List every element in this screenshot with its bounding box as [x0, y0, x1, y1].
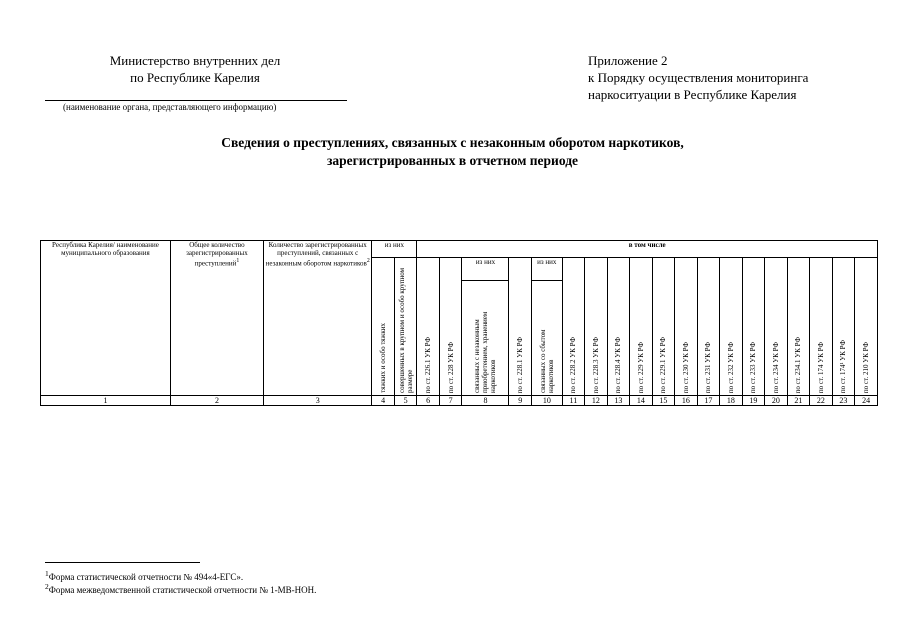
column-number: 20	[765, 396, 788, 406]
footnote-2-mark: 2	[45, 582, 49, 591]
title-line-1: Сведения о преступлениях, связанных с незаконным оборотом наркотиков,	[221, 135, 684, 150]
column-number: 12	[585, 396, 608, 406]
footnote-1-mark: 1	[45, 569, 49, 578]
title-line-2: зарегистрированных в отчетном периоде	[326, 153, 579, 168]
col-10-header: связанных со сбытом наркотиков	[531, 280, 562, 395]
column-number: 5	[394, 396, 417, 406]
footnote-1-text: Форма статистической отчетности № 494«4-ЕГС».	[48, 572, 244, 582]
column-number: 2	[170, 396, 263, 406]
column-number: 10	[531, 396, 562, 406]
col-19-header: по ст. 233 УК РФ	[742, 258, 765, 396]
column-number: 14	[630, 396, 653, 406]
column-number: 18	[720, 396, 743, 406]
col-9-header: по ст. 228.1 УК РФ	[509, 258, 532, 396]
total-crimes-header: Общее количество зарегистрированных преступлений$^1$	[170, 241, 263, 396]
column-number: 22	[810, 396, 833, 406]
col-15-header: по ст. 229.1 УК РФ	[652, 258, 675, 396]
col-18-header: по ст. 232 УК РФ	[720, 258, 743, 396]
organization-name	[60, 52, 330, 86]
footnote-1	[45, 569, 645, 582]
column-number: 15	[652, 396, 675, 406]
of-them-header: из них	[372, 241, 417, 258]
appendix-header	[588, 52, 888, 103]
column-number: 21	[787, 396, 810, 406]
column-number: 4	[372, 396, 395, 406]
col-4-header: тяжких и особо тяжких	[372, 258, 395, 396]
organization-line-2: по Республике Карелия	[130, 70, 260, 85]
column-number: 24	[855, 396, 878, 406]
col-16-header: по ст. 230 УК РФ	[675, 258, 698, 396]
column-number: 17	[697, 396, 720, 406]
column-number: 23	[832, 396, 855, 406]
col-13-header: по ст. 228.4 УК РФ	[607, 258, 630, 396]
appendix-line-3: наркоситуации в Республике Карелия	[588, 87, 797, 102]
appendix-line-2: к Порядку осуществления мониторинга	[588, 70, 809, 85]
col-8-header: связанных с незаконным приобретением, хранением наркотиков	[462, 280, 509, 395]
col-11-header: по ст. 228.2 УК РФ	[562, 258, 585, 396]
of-them-header-2: из них	[462, 258, 509, 281]
column-number: 11	[562, 396, 585, 406]
column-number: 1	[41, 396, 171, 406]
of-them-header-3: из них	[531, 258, 562, 281]
column-number: 8	[462, 396, 509, 406]
document-title	[100, 134, 805, 170]
column-number: 13	[607, 396, 630, 406]
region-header: Республика Карелия/ наименование муниципального образования	[41, 241, 171, 396]
column-number: 9	[509, 396, 532, 406]
column-number: 19	[742, 396, 765, 406]
statistics-table	[40, 240, 878, 406]
organization-caption: (наименование органа, представляющего информацию)	[63, 102, 277, 112]
including-header: в том числе	[417, 241, 878, 258]
footnote-2	[45, 582, 645, 595]
column-number: 16	[675, 396, 698, 406]
column-number: 6	[417, 396, 440, 406]
col-24-header: по ст. 210 УК РФ	[855, 258, 878, 396]
column-numbers-row	[41, 396, 878, 406]
column-number: 3	[263, 396, 371, 406]
col-20-header: по ст. 234 УК РФ	[765, 258, 788, 396]
appendix-line-1: Приложение 2	[588, 53, 668, 68]
col-17-header: по ст. 231 УК РФ	[697, 258, 720, 396]
col-6-header: по ст. 226.1 УК РФ	[417, 258, 440, 396]
drug-crimes-header: Количество зарегистрированных преступлений, связанных с незаконным оборотом наркотиков$^2$	[263, 241, 371, 396]
col-5-header: совершенных в крупном и особо крупном размере	[394, 258, 417, 396]
footnote-separator	[45, 562, 200, 563]
col-12-header: по ст. 228.3 УК РФ	[585, 258, 608, 396]
col-14-header: по ст. 229 УК РФ	[630, 258, 653, 396]
organization-underline	[45, 100, 347, 101]
col-23-header: по ст. 174¹ УК РФ	[832, 258, 855, 396]
col-21-header: по ст. 234.1 УК РФ	[787, 258, 810, 396]
col-7-header: по ст. 228 УК РФ	[439, 258, 462, 396]
organization-line-1: Министерство внутренних дел	[109, 53, 281, 68]
column-number: 7	[439, 396, 462, 406]
footnote-2-text: Форма межведомственной статистической отчетности № 1-МВ-НОН.	[48, 585, 317, 595]
col-22-header: по ст. 174 УК РФ	[810, 258, 833, 396]
